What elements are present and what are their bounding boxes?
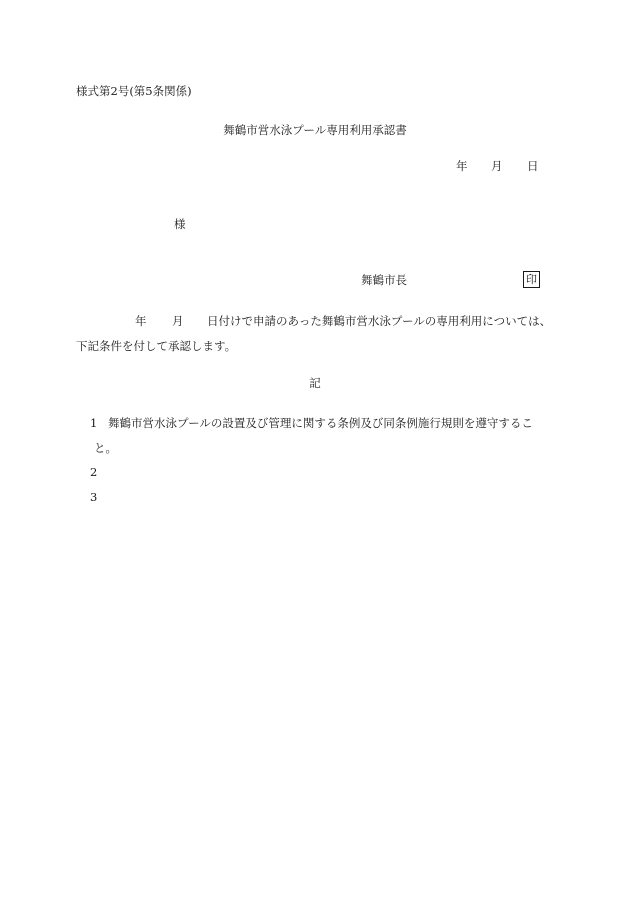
note-heading: 記 (309, 376, 321, 390)
body-text-line-1: 日付けで申請のあった舞鶴市営水泳プールの専用利用については、 (207, 314, 552, 328)
condition-number: 3 (90, 490, 98, 504)
condition-number: 2 (90, 465, 98, 479)
seal-mark: 印 (523, 271, 540, 288)
date-day-label: 日 (527, 159, 539, 173)
addressee-honorific: 様 (174, 217, 186, 231)
condition-text-continuation: と。 (94, 441, 117, 455)
issuer-name: 舞鶴市長 (361, 273, 407, 287)
application-year-label: 年 (135, 314, 147, 328)
application-month-label: 月 (172, 314, 184, 328)
condition-text: 舞鶴市営水泳プールの設置及び管理に関する条例及び同条例施行規則を遵守するこ (108, 416, 533, 430)
date-year-label: 年 (456, 159, 468, 173)
form-number: 様式第2号(第5条関係) (76, 84, 192, 98)
condition-number: 1 (90, 416, 98, 430)
body-text-line-2: 下記条件を付して承認します。 (76, 339, 237, 353)
document-title: 舞鶴市営水泳プール専用利用承認書 (223, 123, 407, 137)
date-month-label: 月 (491, 159, 503, 173)
